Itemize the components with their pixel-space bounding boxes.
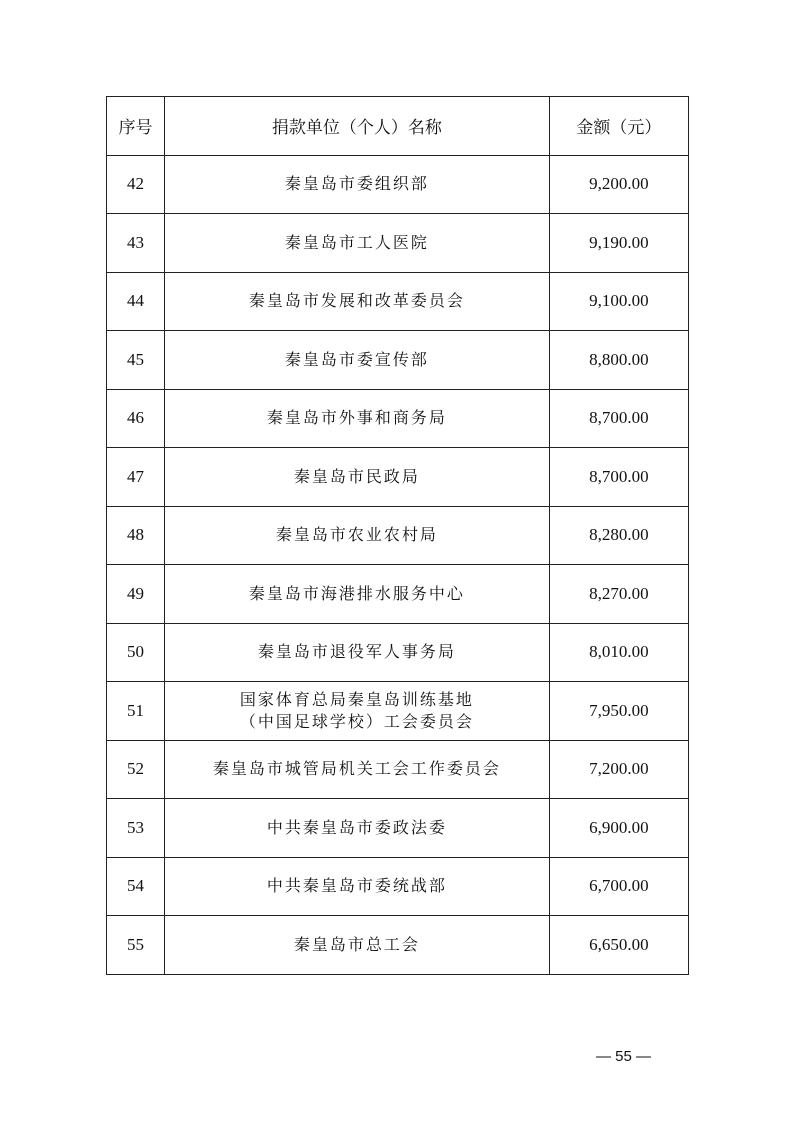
- amount-cell: 6,900.00: [549, 799, 688, 858]
- amount-cell: 7,950.00: [549, 682, 688, 741]
- donor-name-cell: [165, 623, 550, 682]
- donor-name-line: 中共秦皇岛市委政法委: [266, 817, 447, 837]
- donor-name-cell: [165, 916, 550, 975]
- amount-cell: 8,700.00: [549, 448, 688, 507]
- serial-number-cell: 44: [107, 272, 165, 331]
- amount-cell: 9,200.00: [549, 155, 688, 214]
- donor-name-line: 国家体育总局秦皇岛训练基地: [239, 689, 474, 709]
- amount-cell: 8,270.00: [549, 565, 688, 624]
- donor-name-line: 秦皇岛市民政局: [293, 466, 420, 486]
- table-body: [107, 155, 689, 974]
- table-row: [107, 272, 689, 331]
- donor-name-cell: [165, 448, 550, 507]
- serial-number-cell: 46: [107, 389, 165, 448]
- table-row: [107, 389, 689, 448]
- serial-number-cell: 51: [107, 682, 165, 741]
- donor-name-line: 秦皇岛市委组织部: [284, 174, 429, 194]
- table-row: [107, 682, 689, 741]
- serial-number-cell: 54: [107, 857, 165, 916]
- amount-cell: 9,190.00: [549, 214, 688, 273]
- amount-cell: 7,200.00: [549, 740, 688, 799]
- donor-name-line: 秦皇岛市城管局机关工会工作委员会: [212, 759, 501, 779]
- serial-number-cell: 43: [107, 214, 165, 273]
- header-amount: 金额（元）: [549, 97, 688, 156]
- donor-name-line: 中共秦皇岛市委统战部: [266, 876, 447, 896]
- donor-name-cell: [165, 506, 550, 565]
- table-row: [107, 448, 689, 507]
- table-row: [107, 214, 689, 273]
- donor-name-cell: [165, 565, 550, 624]
- donation-table: [106, 96, 689, 975]
- header-serial-number: 序号: [107, 97, 165, 156]
- amount-cell: 8,010.00: [549, 623, 688, 682]
- serial-number-cell: 55: [107, 916, 165, 975]
- donor-name-line: 秦皇岛市发展和改革委员会: [248, 291, 465, 311]
- donor-name-cell: [165, 272, 550, 331]
- table-row: [107, 506, 689, 565]
- donor-name-cell: [165, 740, 550, 799]
- serial-number-cell: 45: [107, 331, 165, 390]
- amount-cell: 8,280.00: [549, 506, 688, 565]
- page-number: — 55 —: [596, 1048, 652, 1065]
- donor-name-cell: [165, 682, 550, 741]
- donor-name-line: 秦皇岛市退役军人事务局: [257, 642, 456, 662]
- donor-name-line: 秦皇岛市外事和商务局: [266, 408, 447, 428]
- amount-cell: 8,700.00: [549, 389, 688, 448]
- donor-name-line: 秦皇岛市总工会: [293, 934, 420, 954]
- table-row: [107, 916, 689, 975]
- serial-number-cell: 42: [107, 155, 165, 214]
- table-row: [107, 740, 689, 799]
- serial-number-cell: 47: [107, 448, 165, 507]
- header-donor-name: 捐款单位（个人）名称: [165, 97, 550, 156]
- donor-name-line: 秦皇岛市工人医院: [284, 232, 429, 252]
- serial-number-cell: 53: [107, 799, 165, 858]
- donor-name-line: 秦皇岛市农业农村局: [275, 525, 438, 545]
- serial-number-cell: 52: [107, 740, 165, 799]
- donor-name-line: 秦皇岛市海港排水服务中心: [248, 583, 465, 603]
- table-row: [107, 799, 689, 858]
- donor-name-line: 秦皇岛市委宣传部: [284, 349, 429, 369]
- amount-cell: 8,800.00: [549, 331, 688, 390]
- donor-name-cell: [165, 389, 550, 448]
- table-row: [107, 857, 689, 916]
- donor-name-line: （中国足球学校）工会委员会: [239, 711, 474, 731]
- amount-cell: 6,650.00: [549, 916, 688, 975]
- amount-cell: 9,100.00: [549, 272, 688, 331]
- table-row: [107, 155, 689, 214]
- donor-name-cell: [165, 155, 550, 214]
- serial-number-cell: 50: [107, 623, 165, 682]
- table-row: [107, 331, 689, 390]
- table-row: [107, 565, 689, 624]
- table-row: [107, 623, 689, 682]
- serial-number-cell: 48: [107, 506, 165, 565]
- donor-name-cell: [165, 214, 550, 273]
- header-row: [107, 97, 689, 156]
- amount-cell: 6,700.00: [549, 857, 688, 916]
- donor-name-cell: [165, 857, 550, 916]
- donor-name-cell: [165, 331, 550, 390]
- serial-number-cell: 49: [107, 565, 165, 624]
- donor-name-cell: [165, 799, 550, 858]
- table-header: [107, 97, 689, 156]
